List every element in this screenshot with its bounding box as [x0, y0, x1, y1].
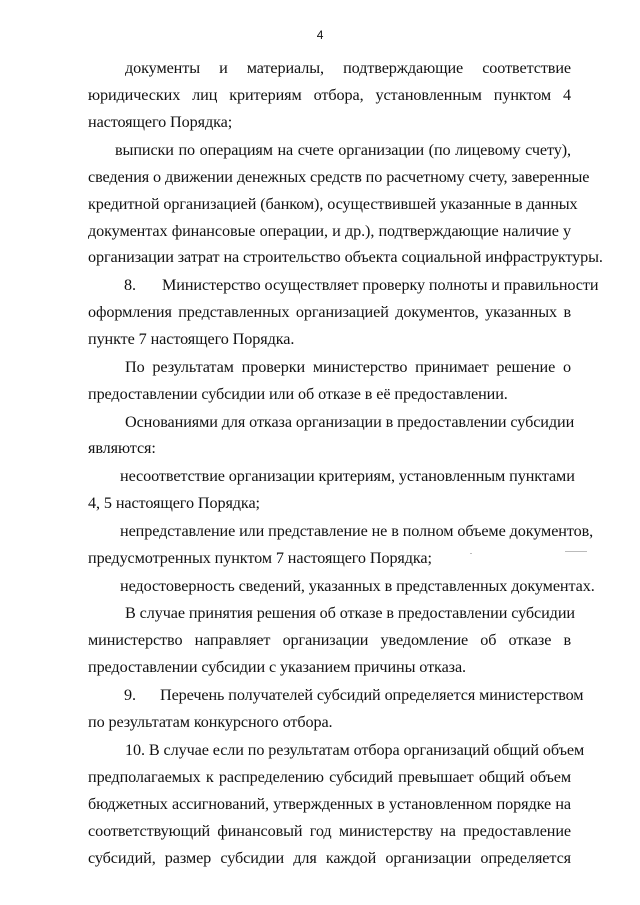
text-line: субсидий, размер субсидии для каждой организации определяется: [88, 849, 571, 867]
text-line: Перечень получателей субсидий определяется министерством: [160, 686, 584, 704]
text-line: предоставлении субсидии или об отказе в её предоставлении.: [88, 385, 508, 403]
page-number: 4: [316, 28, 324, 42]
text-line: предполагаемых к распределению субсидий превышает общий объем: [88, 768, 571, 786]
text-line: Основаниями для отказа организации в предоставлении субсидии: [125, 413, 575, 431]
text-line: 10. В случае если по результатам отбора организаций общий объем: [125, 741, 585, 759]
item-number: 8.: [124, 276, 136, 294]
text-line: оформления представленных организацией документов, указанных в: [88, 303, 571, 321]
text-line: документах финансовые операции, и др.), подтверждающие наличие у: [88, 222, 571, 240]
text-line: Министерство осуществляет проверку полноты и правильности: [162, 276, 599, 294]
text-line: настоящего Порядка;: [88, 113, 233, 131]
text-line: кредитной организацией (банком), осуществившей указанные в данных: [88, 195, 578, 213]
text-line: предусмотренных пунктом 7 настоящего Порядка;: [88, 549, 432, 567]
text-line: В случае принятия решения об отказе в предоставлении субсидии: [125, 604, 575, 622]
text-line: предоставлении субсидии с указанием причины отказа.: [88, 658, 466, 676]
text-line: бюджетных ассигнований, утвержденных в установленном порядке на: [88, 795, 571, 813]
text-line: сведения о движении денежных средств по расчетному счету, заверенные: [88, 168, 590, 186]
text-line: недостоверность сведений, указанных в представленных документах.: [120, 577, 595, 595]
text-line: выписки по операциям на счете организации (по лицевому счету),: [115, 141, 571, 159]
text-line: по результатам конкурсного отбора.: [88, 713, 333, 731]
text-line: организации затрат на строительство объекта социальной инфраструктуры.: [88, 248, 603, 266]
text-line: являются:: [88, 439, 156, 457]
scan-speck: [470, 553, 472, 554]
scan-speck: [565, 551, 587, 552]
text-line: министерство направляет организации уведомление об отказе в: [88, 631, 571, 649]
text-line: пункте 7 настоящего Порядка.: [88, 330, 295, 348]
text-line: соответствующий финансовый год министерству на предоставление: [88, 822, 571, 840]
text-line: непредставление или представление не в полном объеме документов,: [120, 522, 594, 540]
text-line: юридических лиц критериям отбора, установленным пунктом 4: [88, 86, 571, 104]
text-line: 4, 5 настоящего Порядка;: [88, 494, 260, 512]
text-line: несоответствие организации критериям, установленным пунктами: [120, 467, 575, 485]
text-line: документы и материалы, подтверждающие соответствие: [125, 59, 571, 77]
item-number: 9.: [124, 686, 136, 704]
text-line: По результатам проверки министерство принимает решение о: [125, 358, 571, 376]
